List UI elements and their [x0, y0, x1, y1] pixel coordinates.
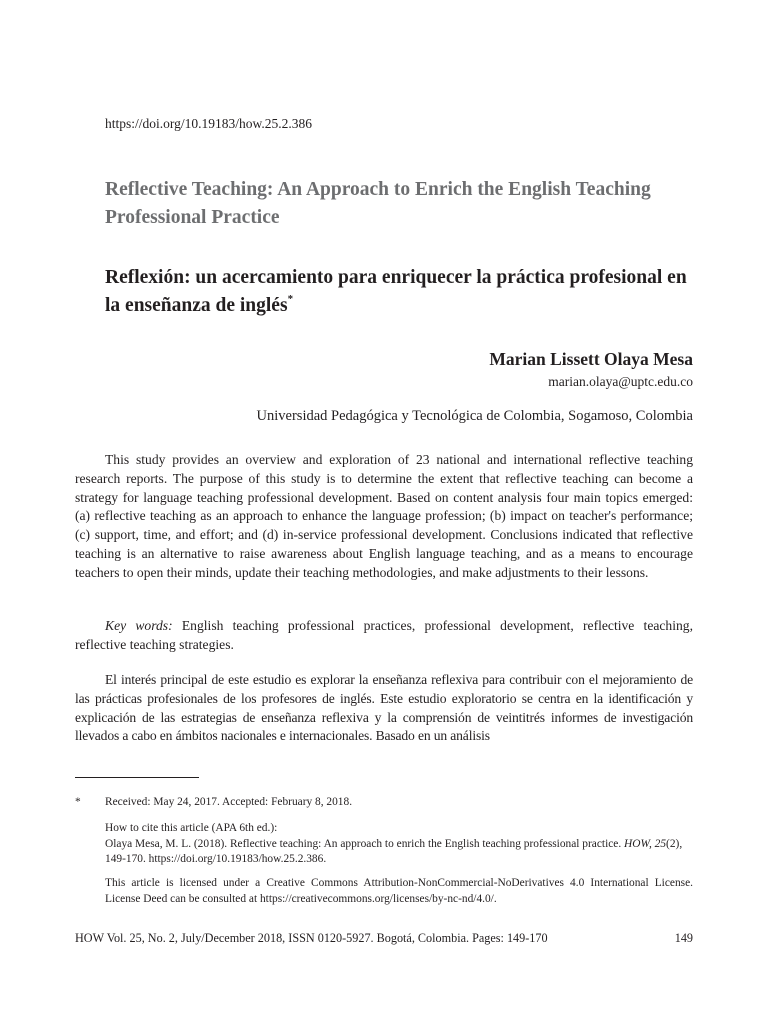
footnote-mark: *	[75, 796, 81, 808]
journal-info: HOW Vol. 25, No. 2, July/December 2018, ISSN 0120-5927. Bogotá, Colombia. Pages: 149-170	[75, 931, 548, 945]
keywords-text: English teaching professional practices, professional development, reflective teaching, reflective teaching strategies.	[75, 618, 694, 652]
title-english: Reflective Teaching: An Approach to Enrich the English Teaching Professional Practice	[105, 179, 651, 228]
author-email[interactable]: marian.olaya@uptc.edu.co	[548, 374, 693, 389]
title-spanish	[105, 264, 705, 320]
footnote-license: This article is licensed under a Creative Commons Attribution-NonCommercial-NoDerivatives 4.0 International License. License Deed can be consulted at https://creativecommons.org/licenses/by-nc-nd/4.0/.	[105, 877, 693, 905]
footnote-citation	[105, 821, 693, 868]
keywords-label: Key words:	[105, 618, 173, 633]
doi-link[interactable]: https://doi.org/10.19183/how.25.2.386	[105, 116, 313, 131]
keywords	[75, 617, 693, 655]
abstract-spanish: El interés principal de este estudio es explorar la enseñanza reflexiva para contribuir con el mejoramiento de las prácticas profesionales de los profesores de inglés. Este estudio exploratorio se centra en la identificación y explicación de las estrategias de enseñanza reflexiva y la comprensión de veintitrés informes de investigación llevados a cabo en ámbitos nacionales e internacionales. Basado en un análisis	[75, 672, 693, 744]
author-affiliation: Universidad Pedagógica y Tecnológica de Colombia, Sogamoso, Colombia	[256, 408, 693, 424]
citation-part-2[interactable]: (2), 149-170. https://doi.org/10.19183/how.25.2.386.	[105, 837, 683, 865]
author-name: Marian Lissett Olaya Mesa	[489, 349, 693, 369]
citation-heading: How to cite this article (APA 6th ed.):	[105, 822, 278, 834]
citation-text	[105, 837, 693, 868]
page-number: 149	[674, 931, 693, 945]
citation-part-1: Olaya Mesa, M. L. (2018). Reflective teaching: An approach to enrich the English teaching professional practice.	[105, 837, 625, 850]
title-spanish-text: Reflexión: un acercamiento para enriquecer la práctica profesional en la enseñanza de inglés	[105, 267, 687, 316]
footnote-divider	[75, 777, 199, 778]
abstract-english: This study provides an overview and exploration of 23 national and international reflective teaching research reports. The purpose of this study is to determine the extent that reflective teaching can become a strategy for language teaching professional development. Based on content analysis four main topics emerged: (a) reflective teaching as an approach to enhance the language profession; (b) impact on teacher's performance; (c) support, time, and effort; and (d) in-service professional development. Conclusions indicated that reflective teaching is an alternative to raise awareness about English language teaching, and as a means to encourage teachers to open their minds, update their teaching methodologies, and make adjustments to their lessons.	[75, 452, 693, 580]
footnote-marker[interactable]: *	[287, 293, 294, 305]
received-dates: Received: May 24, 2017. Accepted: February 8, 2018.	[105, 796, 353, 808]
citation-journal: HOW, 25	[624, 837, 667, 850]
